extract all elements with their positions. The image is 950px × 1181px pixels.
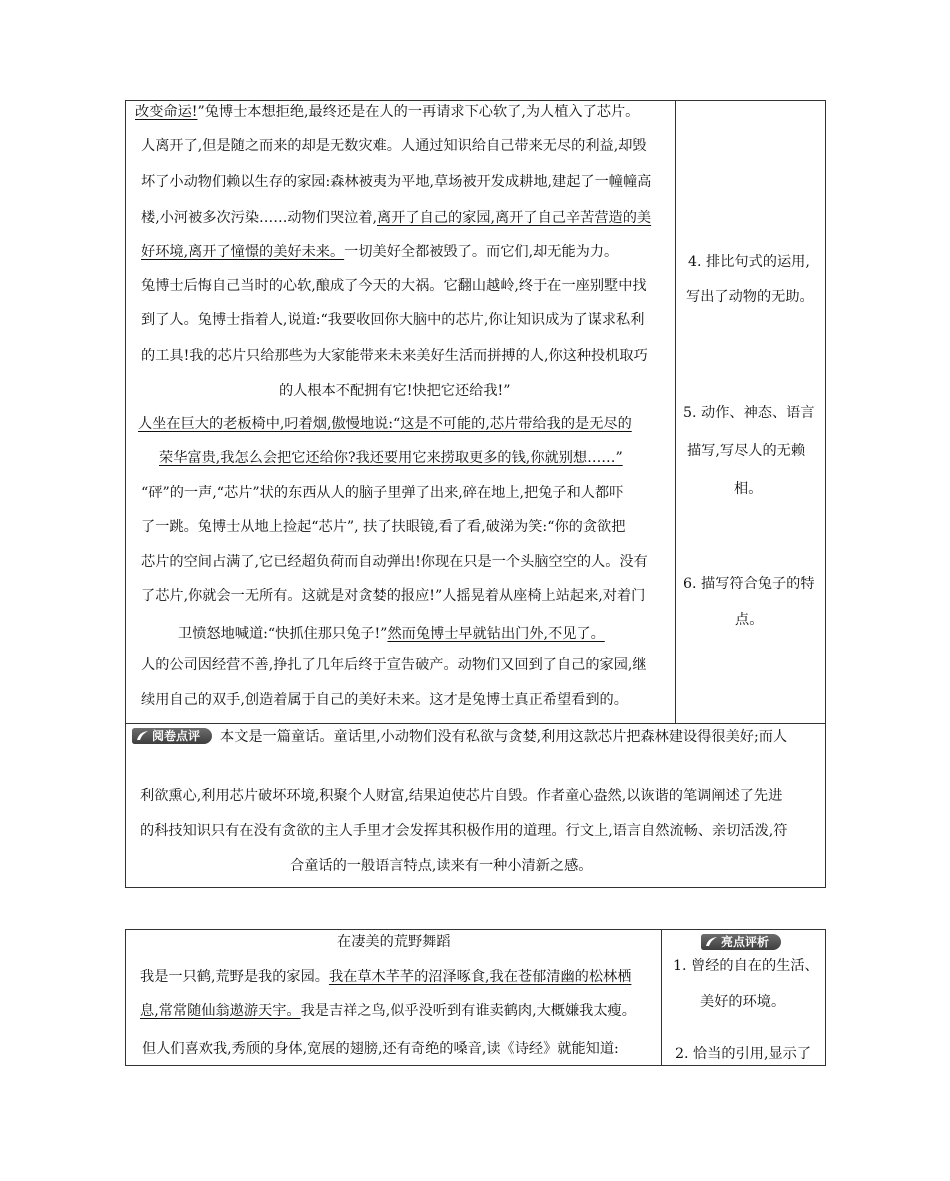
story-line <box>141 242 618 262</box>
essay-title: 在凄美的荒野舞蹈 <box>337 934 451 950</box>
story-line <box>279 381 510 401</box>
story-line <box>141 655 647 675</box>
story-line <box>140 1001 636 1021</box>
story-line <box>159 448 623 468</box>
story-line <box>141 346 648 366</box>
underlined-phrase: 好环境,离开了憧憬的美好未来。 <box>141 244 345 260</box>
text-run: 了一跳。兔博士从地上捡起“芯片”, 扶了扶眼镜,看了看,破涕为笑:“你的贪欲把 <box>141 519 626 535</box>
column-divider <box>661 929 662 1066</box>
text-run: 一切美好全都被毁了。而它们,却无能为力。 <box>344 244 619 260</box>
review-badge <box>132 728 212 744</box>
story-line <box>141 276 647 296</box>
note-line: 4. 排比句式的运用, <box>688 254 810 270</box>
underlined-phrase: 人坐在巨大的老板椅中,叼着烟,傲慢地说:“这是不可能的,芯片带给我的是无尽的 <box>138 416 632 432</box>
story-line <box>141 483 623 503</box>
story-line <box>140 967 631 987</box>
note-line: 描写,写尽人的无赖 <box>687 443 806 459</box>
text-run: 续用自己的双手,创造着属于自己的美好未来。这才是兔博士真正希望看到的。 <box>141 692 628 708</box>
note-line: 6. 描写符合兔子的特 <box>683 576 815 592</box>
review-line: 利欲熏心,利用芯片破坏环境,积聚个人财富,结果迫使芯片自毁。作者童心盎然,以诙谐的笔调阐述了先进 <box>140 788 783 804</box>
story-line <box>141 310 644 330</box>
story-line <box>141 690 628 710</box>
highlight-badge <box>701 934 781 950</box>
note-line: 1. 曾经的自在的生活、 <box>673 958 819 974</box>
story-line <box>141 136 647 156</box>
note-line: 点。 <box>735 612 764 628</box>
text-run: 兔博士后悔自己当时的心软,酿成了今天的大祸。它翻山越岭,终于在一座别墅中找 <box>141 278 647 294</box>
text-run: ”兔博士本想拒绝,最终还是在人的一再请求下心软了,为人植入了芯片。 <box>197 104 640 120</box>
underlined-phrase: 荣华富贵,我怎么会把它还给你?我还要用它来捞取更多的钱,你就别想……” <box>159 450 623 466</box>
text-run: 我是吉祥之鸟,似乎没听到有谁卖鹤肉,大概嫌我太瘦。 <box>300 1003 636 1019</box>
text-run: 人的公司因经营不善,挣扎了几年后终于宣告破产。动物们又回到了自己的家园,继 <box>141 657 647 673</box>
story-line <box>138 414 632 434</box>
text-run: 卫愤怒地喊道:“快抓住那只兔子!” <box>178 626 388 642</box>
text-run: “砰”的一声,“芯片”状的东西从人的脑子里弹了出来,碎在地上,把兔子和人都吓 <box>141 485 624 501</box>
swoosh-icon <box>136 730 149 741</box>
highlight-badge-label: 亮点评析 <box>721 935 770 949</box>
review-line: 的科技知识只有在没有贪欲的主人手里才会发挥其积极作用的道理。行文上,语言自然流畅、亲切活泼,符 <box>140 823 788 839</box>
row-divider <box>125 723 826 724</box>
story-line <box>142 1039 619 1059</box>
column-divider <box>675 100 676 723</box>
note-line: 2. 恰当的引用,显示了 <box>675 1046 812 1062</box>
story-line <box>141 552 648 572</box>
story-line <box>178 624 605 644</box>
underlined-phrase: 离开了自己的家园,离开了自己辛苦营造的美 <box>377 210 652 226</box>
note-line: 写出了动物的无助。 <box>686 289 814 305</box>
story-line <box>141 517 625 537</box>
text-run: 我是一只鹤,荒野是我的家园。 <box>140 969 329 985</box>
text-run: 坏了小动物们赖以生存的家园:森林被夷为平地,草场被开发成耕地,建起了一幢幢高 <box>141 174 652 190</box>
story-line <box>141 208 651 228</box>
review-line: 本文是一篇童话。童话里,小动物们没有私欲与贪婪,利用这款芯片把森林建设得很美好;而人 <box>220 729 788 745</box>
review-line: 合童话的一般语言特点,读来有一种小清新之感。 <box>290 858 593 874</box>
note-line: 5. 动作、神态、语言 <box>683 405 815 421</box>
underlined-phrase: 息,常常随仙翁遨游天宇。 <box>140 1003 301 1019</box>
text-run: 了芯片,你就会一无所有。这就是对贪婪的报应!”人摇晃着从座椅上站起来,对着门 <box>141 588 646 604</box>
text-run: 的工具!我的芯片只给那些为大家能带来未来美好生活而拼搏的人,你这种投机取巧 <box>141 348 648 364</box>
text-run: 人离开了,但是随之而来的却是无数灾难。人通过知识给自己带来无尽的利益,却毁 <box>141 138 647 154</box>
text-run: 到了人。兔博士指着人,说道:“我要收回你大脑中的芯片,你让知识成为了谋求私利 <box>141 312 645 328</box>
text-run: 的人根本不配拥有它!快把它还给我!” <box>279 383 511 399</box>
note-line: 美好的环境。 <box>700 994 786 1010</box>
underlined-phrase: 改变命运! <box>135 104 198 120</box>
story-line <box>141 586 645 606</box>
swoosh-icon <box>705 936 718 947</box>
text-run: 楼,小河被多次污染……动物们哭泣着, <box>141 210 378 226</box>
underlined-phrase: 我在草木芊芊的沼泽啄食,我在苍郁清幽的松林栖 <box>328 969 632 985</box>
note-line: 相。 <box>734 481 763 497</box>
story-line <box>135 102 639 122</box>
story-line <box>141 172 651 192</box>
text-run: 但人们喜欢我,秀颀的身体,宽展的翅膀,还有奇绝的嗓音,读《诗经》就能知道: <box>142 1041 619 1057</box>
text-run: 芯片的空间占满了,它已经超负荷而自动弹出!你现在只是一个头脑空空的人。没有 <box>141 554 648 570</box>
underlined-phrase: 然而兔博士早就钻出门外,不见了。 <box>387 626 605 642</box>
review-badge-label: 阅卷点评 <box>152 729 201 743</box>
